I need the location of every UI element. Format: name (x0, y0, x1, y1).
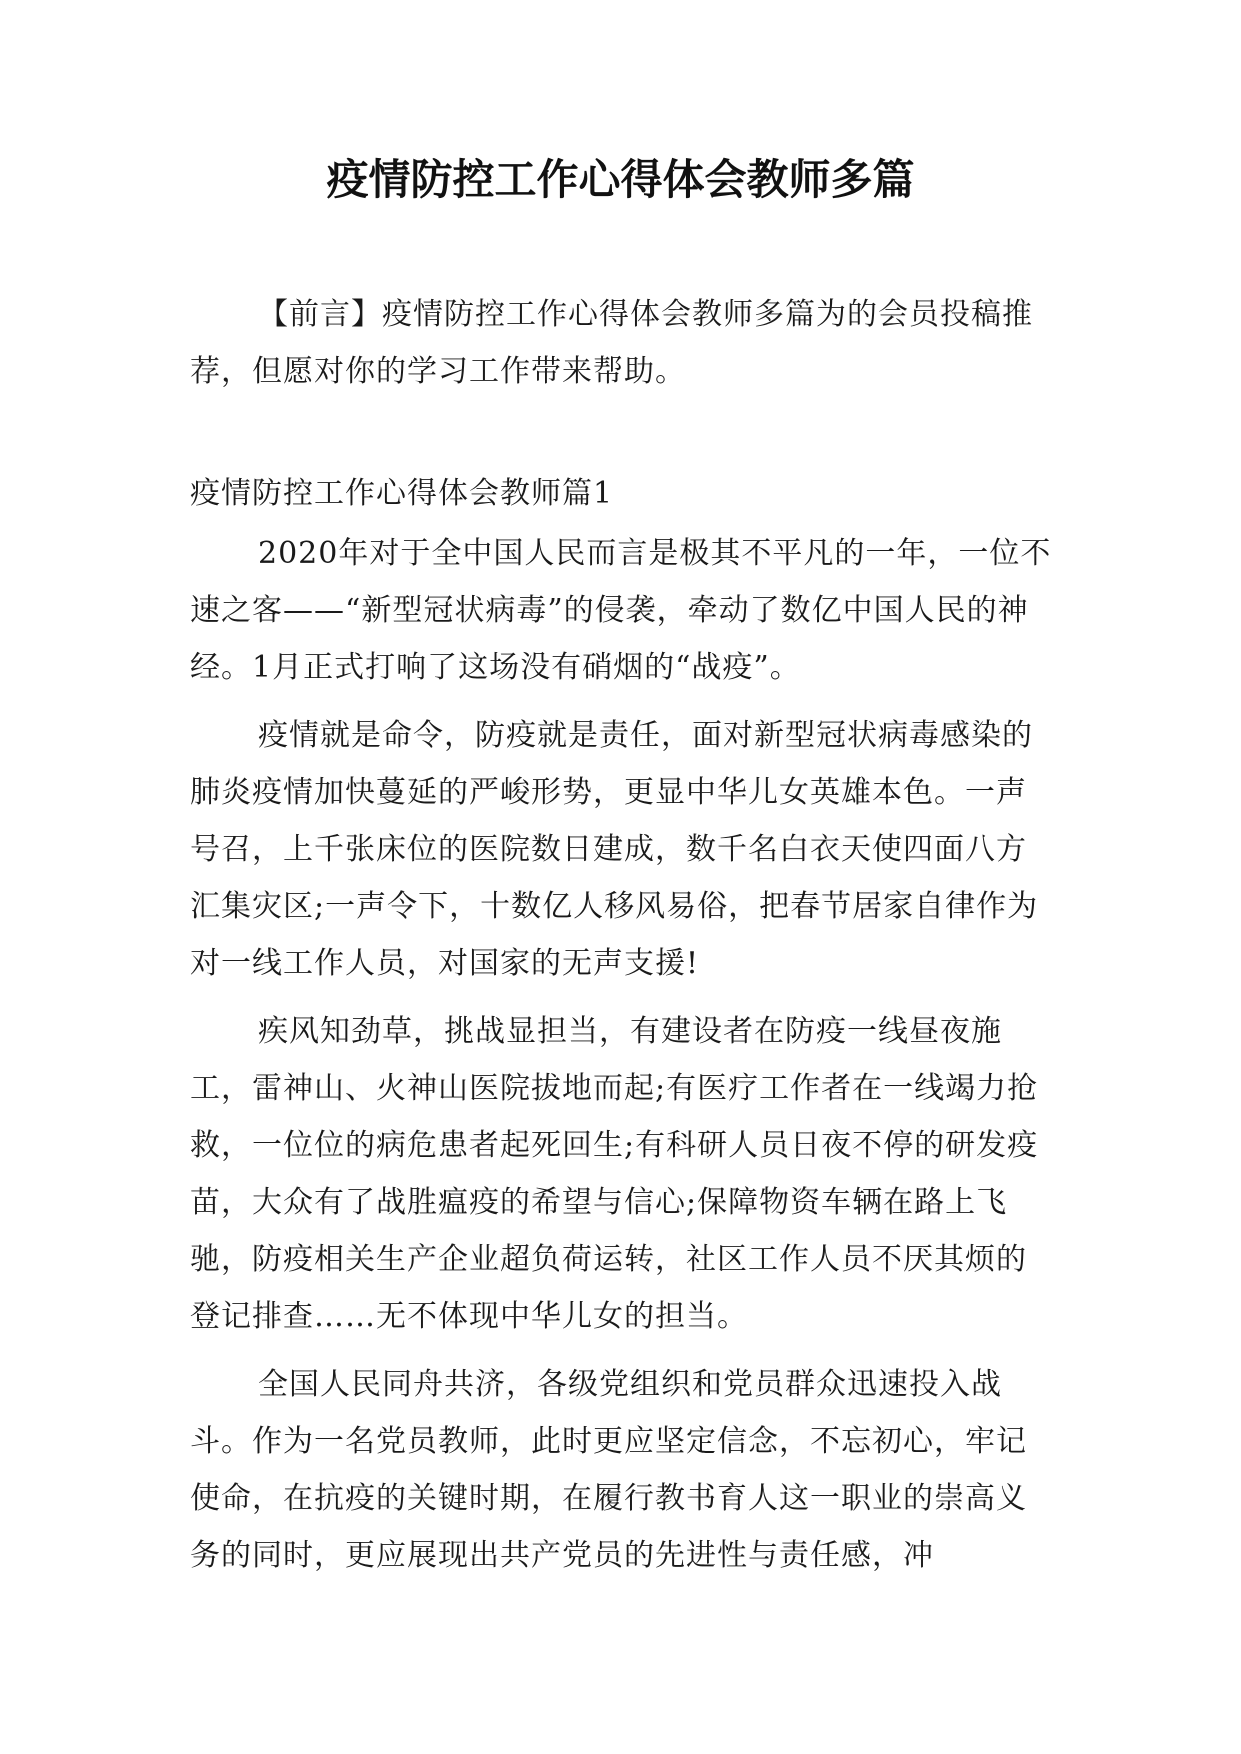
body-paragraph: 2020年对于全中国人民而言是极其不平凡的一年，一位不速之客——“新型冠状病毒”的侵袭，牵动了数亿中国人民的神经。1月正式打响了这场没有硝烟的“战疫”。 (190, 536, 1052, 685)
body-paragraph: 全国人民同舟共济，各级党组织和党员群众迅速投入战斗。作为一名党员教师，此时更应坚定信念，不忘初心，牢记使命，在抗疫的关键时期，在履行教书育人这一职业的崇高义务的同时，更应展现出共产党员的先进性与责任感，冲 (190, 1367, 1027, 1573)
document-title: 疫情防控工作心得体会教师多篇 (326, 155, 915, 204)
article-body (190, 525, 1056, 1595)
section-heading: 疫情防控工作心得体会教师篇1 (190, 476, 614, 511)
preface-paragraph: 【前言】疫情防控工作心得体会教师多篇为的会员投稿推荐，但愿对你的学习工作带来帮助。 (190, 297, 1033, 389)
body-paragraph: 疫情就是命令，防疫就是责任，面对新型冠状病毒感染的肺炎疫情加快蔓延的严峻形势，更显中华儿女英雄本色。一声号召，上千张床位的医院数日建成，数千名白衣天使四面八方汇集灾区;一声令下，十数亿人移风易俗，把春节居家自律作为对一线工作人员，对国家的无声支援! (190, 718, 1039, 981)
body-paragraph: 疾风知劲草，挑战显担当，有建设者在防疫一线昼夜施工，雷神山、火神山医院拔地而起;有医疗工作者在一线竭力抢救，一位位的病危患者起死回生;有科研人员日夜不停的研发疫苗，大众有了战胜瘟疫的希望与信心;保障物资车辆在路上飞驰，防疫相关生产企业超负荷运转，社区工作人员不厌其烦的登记排查……无不体现中华儿女的担当。 (190, 1014, 1039, 1334)
